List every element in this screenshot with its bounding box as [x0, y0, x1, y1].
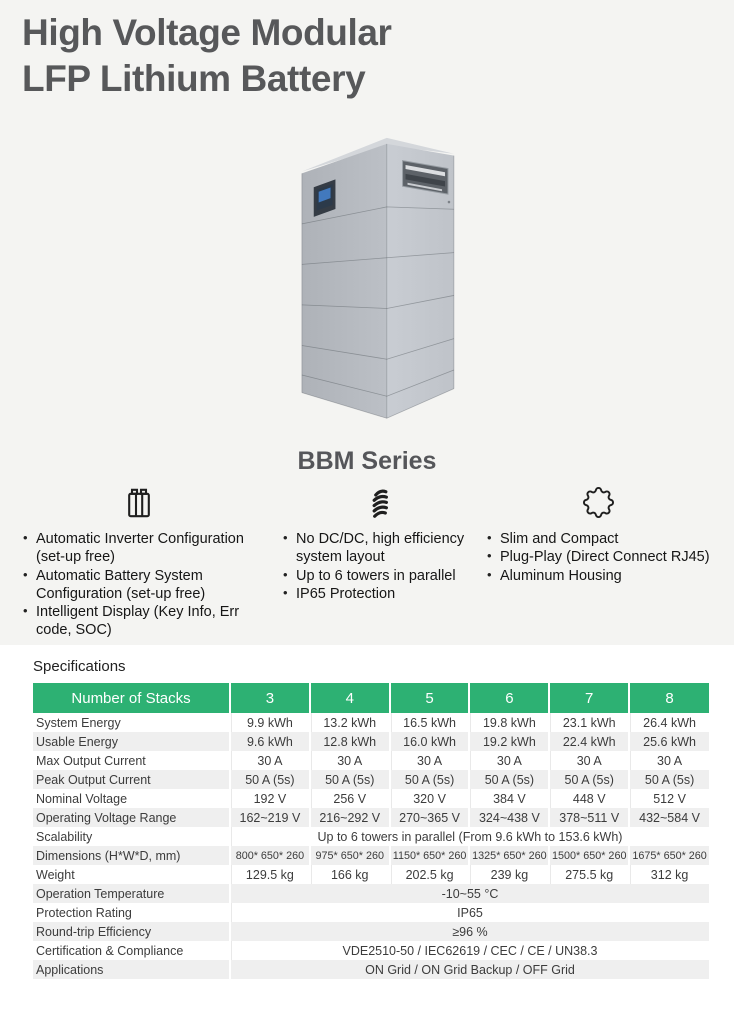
spec-cell-value: 25.6 kWh: [629, 732, 709, 751]
spec-row-label: Scalability: [36, 829, 93, 844]
feature-list: [20, 530, 258, 640]
spec-cell-value: 202.5 kg: [390, 865, 470, 884]
header-cell-stacks: 5: [390, 683, 470, 713]
spec-row-label: System Energy: [36, 715, 121, 730]
table-row: [33, 941, 709, 960]
spec-cell-value: 975* 650* 260: [310, 846, 390, 865]
battery-icon: [20, 487, 258, 525]
table-row: [33, 808, 709, 827]
spec-cell-value: 50 A (5s): [230, 770, 310, 789]
table-row: [33, 770, 709, 789]
battery-screw-dot: [448, 201, 451, 204]
feature-column-system: [280, 487, 480, 603]
specifications-table: [33, 683, 709, 979]
table-row: [33, 713, 709, 732]
spec-cell-value: 1500* 650* 260: [549, 846, 629, 865]
spec-row-label: Certification & Compliance: [36, 943, 184, 958]
feature-item: • Automatic Inverter Configuration (set-up free): [20, 530, 258, 567]
feature-item: • Plug-Play (Direct Connect RJ45): [484, 548, 712, 566]
table-row: [33, 865, 709, 884]
spec-cell-value: 50 A (5s): [469, 770, 549, 789]
battery-side-face: [302, 144, 387, 418]
spec-cell-value: 512 V: [629, 789, 709, 808]
spec-cell-value: 129.5 kg: [230, 865, 310, 884]
gear-icon: [484, 487, 712, 525]
spec-cell-value: 50 A (5s): [549, 770, 629, 789]
spec-row-label: Usable Energy: [36, 734, 118, 749]
page-title-line2: LFP Lithium Battery: [22, 57, 366, 99]
header-cell-stacks: 7: [549, 683, 629, 713]
battery-product-image: [276, 130, 464, 436]
spec-cell-value: 50 A (5s): [390, 770, 470, 789]
spec-span-value: IP65: [230, 903, 709, 922]
spec-row-label: Operation Temperature: [36, 886, 165, 901]
series-name: BBM Series: [297, 447, 437, 475]
spec-cell-value: 1675* 650* 260: [629, 846, 709, 865]
spec-span-value: ON Grid / ON Grid Backup / OFF Grid: [230, 960, 709, 979]
table-row: [33, 960, 709, 979]
spec-span-value: VDE2510-50 / IEC62619 / CEC / CE / UN38.3: [230, 941, 709, 960]
spec-row-label: Applications: [36, 962, 104, 977]
feature-item: • Intelligent Display (Key Info, Err code, SOC): [20, 603, 258, 640]
header-cell-stacks: 8: [629, 683, 709, 713]
table-row: [33, 903, 709, 922]
spec-cell-value: 23.1 kWh: [549, 713, 629, 732]
spec-cell-value: 9.9 kWh: [230, 713, 310, 732]
spec-cell-value: 9.6 kWh: [230, 732, 310, 751]
spec-row-label: Round-trip Efficiency: [36, 924, 152, 939]
feature-item: • Up to 6 towers in parallel: [280, 567, 480, 585]
spec-cell-value: 22.4 kWh: [549, 732, 629, 751]
spec-cell-value: 19.2 kWh: [469, 732, 549, 751]
spec-cell-value: 166 kg: [310, 865, 390, 884]
page-title-line1: High Voltage Modular: [22, 12, 392, 53]
spec-row-label: Nominal Voltage: [36, 791, 128, 806]
spec-cell-value: 378~511 V: [549, 808, 629, 827]
spec-cell-value: 30 A: [390, 751, 470, 770]
spec-cell-value: 50 A (5s): [310, 770, 390, 789]
spec-cell-value: 50 A (5s): [629, 770, 709, 789]
feature-item: • IP65 Protection: [280, 585, 480, 603]
table-row: [33, 827, 709, 846]
spec-row-label: Weight: [36, 867, 75, 882]
feature-column-inverter: [20, 487, 258, 640]
spec-cell-value: 30 A: [230, 751, 310, 770]
spec-cell-value: 12.8 kWh: [310, 732, 390, 751]
spec-cell-value: 1150* 650* 260: [390, 846, 470, 865]
spec-row-label: Protection Rating: [36, 905, 132, 920]
spec-cell-value: 275.5 kg: [549, 865, 629, 884]
spec-cell-value: 432~584 V: [629, 808, 709, 827]
spec-row-label: Operating Voltage Range: [36, 810, 177, 825]
spec-cell-value: 162~219 V: [230, 808, 310, 827]
table-row: [33, 789, 709, 808]
spec-cell-value: 312 kg: [629, 865, 709, 884]
feature-list: [280, 530, 480, 603]
spec-span-value: ≥96 %: [230, 922, 709, 941]
feature-item: • No DC/DC, high efficiency system layout: [280, 530, 480, 567]
spec-cell-value: 16.0 kWh: [390, 732, 470, 751]
header-cell-stacks: 6: [469, 683, 549, 713]
features-section: [0, 487, 734, 645]
header-cell-stacks: 3: [230, 683, 310, 713]
coil-icon: [280, 487, 480, 525]
spec-row-label: Dimensions (H*W*D, mm): [36, 848, 181, 863]
header-cell-stacks: 4: [310, 683, 390, 713]
table-row: [33, 846, 709, 865]
spec-cell-value: 16.5 kWh: [390, 713, 470, 732]
header-cell-label: Number of Stacks: [33, 683, 230, 713]
page-title: [22, 10, 662, 102]
table-row: [33, 732, 709, 751]
spec-cell-value: 1325* 650* 260: [469, 846, 549, 865]
specifications-title: Specifications: [33, 658, 126, 675]
spec-cell-value: 19.8 kWh: [469, 713, 549, 732]
spec-cell-value: 239 kg: [469, 865, 549, 884]
feature-list: [484, 530, 712, 585]
spec-cell-value: 324~438 V: [469, 808, 549, 827]
spec-cell-value: 384 V: [469, 789, 549, 808]
feature-item: • Slim and Compact: [484, 530, 712, 548]
spec-cell-value: 448 V: [549, 789, 629, 808]
feature-item: • Aluminum Housing: [484, 567, 712, 585]
feature-column-housing: [484, 487, 712, 585]
spec-cell-value: 26.4 kWh: [629, 713, 709, 732]
spec-cell-value: 256 V: [310, 789, 390, 808]
spec-cell-value: 30 A: [469, 751, 549, 770]
spec-cell-value: 320 V: [390, 789, 470, 808]
spec-row-label: Peak Output Current: [36, 772, 151, 787]
table-row: [33, 751, 709, 770]
spec-row-label: Max Output Current: [36, 753, 146, 768]
spec-cell-value: 13.2 kWh: [310, 713, 390, 732]
table-row: [33, 922, 709, 941]
table-header-row: [33, 683, 709, 713]
spec-cell-value: 30 A: [629, 751, 709, 770]
spec-cell-value: 800* 650* 260: [230, 846, 310, 865]
spec-cell-value: 30 A: [549, 751, 629, 770]
spec-cell-value: 30 A: [310, 751, 390, 770]
table-row: [33, 884, 709, 903]
feature-item: • Automatic Battery System Configuration (set-up free): [20, 567, 258, 604]
spec-cell-value: 192 V: [230, 789, 310, 808]
spec-span-value: Up to 6 towers in parallel (From 9.6 kWh to 153.6 kWh): [230, 827, 709, 846]
spec-cell-value: 216~292 V: [310, 808, 390, 827]
spec-span-value: -10~55 °C: [230, 884, 709, 903]
spec-cell-value: 270~365 V: [390, 808, 470, 827]
